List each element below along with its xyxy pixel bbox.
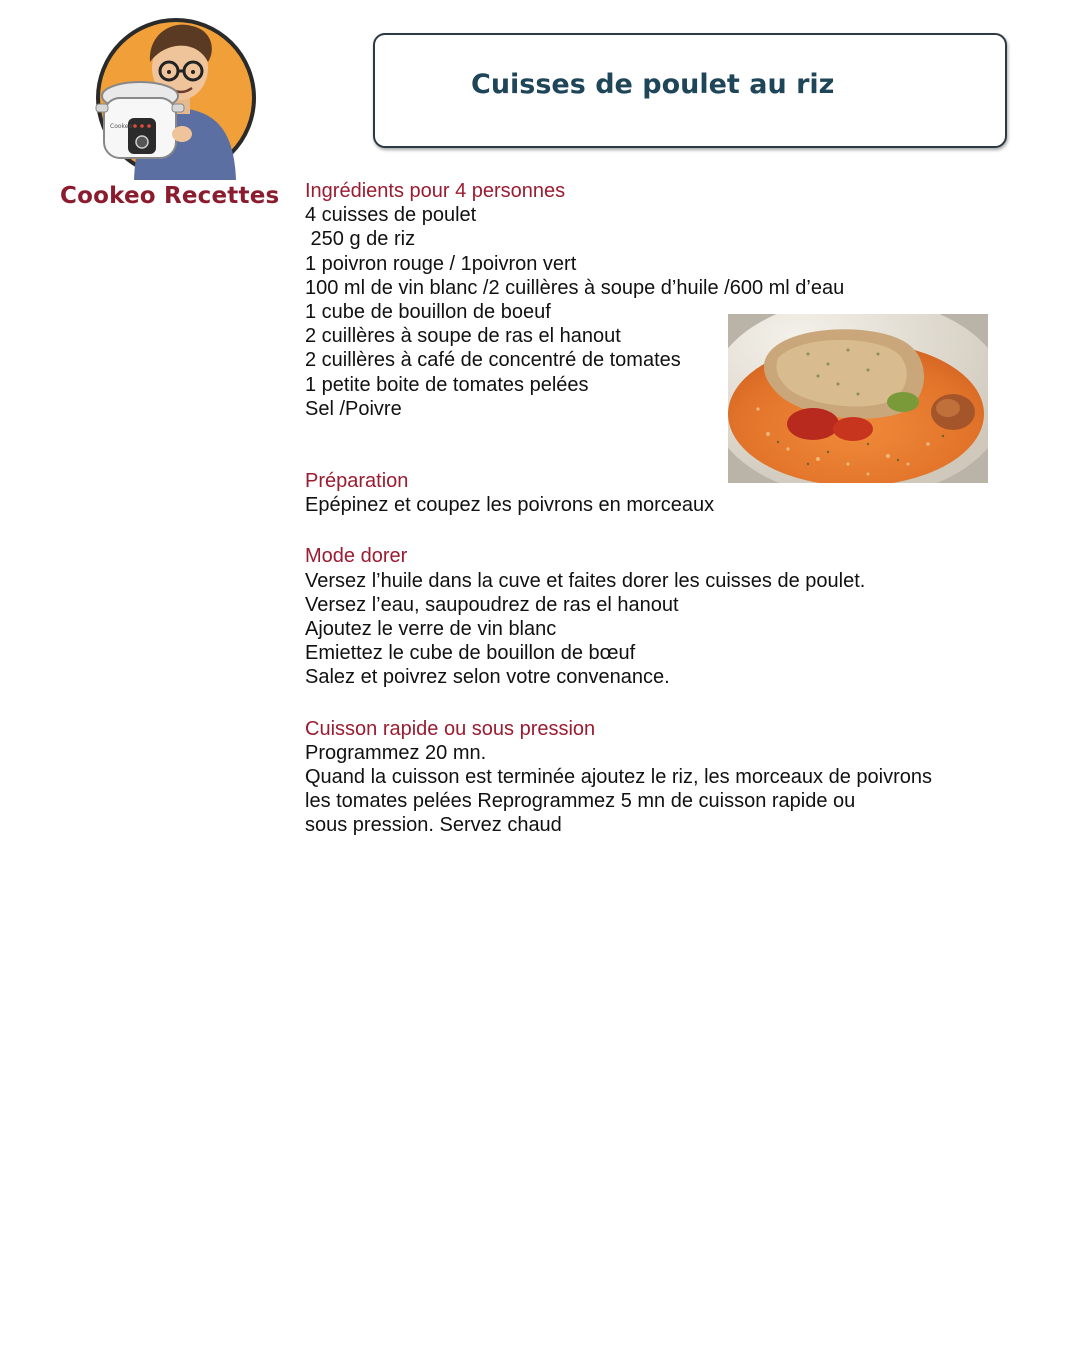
cuisson-line: sous pression. Servez chaud — [305, 814, 562, 837]
mode-dorer-heading: Mode dorer — [305, 545, 408, 568]
mode-dorer-line: Versez l’eau, saupoudrez de ras el hanout — [305, 593, 679, 616]
ingredient-item: 1 petite boite de tomates pelées — [305, 373, 589, 396]
ingredient-item: 2 cuillères à café de concentré de tomates — [305, 349, 681, 372]
ingredient-item: 100 ml de vin blanc /2 cuillères à soupe d’huile /600 ml d’eau — [305, 276, 845, 299]
preparation-heading: Préparation — [305, 470, 409, 493]
cuisson-line: Quand la cuisson est terminée ajoutez le riz, les morceaux de poivrons — [305, 766, 932, 789]
title-box — [373, 33, 1007, 148]
cuisson-line: Programmez 20 mn. — [305, 741, 487, 764]
ingredients-heading: Ingrédients pour 4 personnes — [305, 180, 566, 202]
page-title: Cuisses de poulet au riz — [471, 69, 835, 100]
cuisson-line: les tomates pelées Reprogrammez 5 mn de cuisson rapide ou — [305, 790, 856, 813]
dish-photo — [728, 314, 988, 483]
chef-logo-icon — [94, 16, 258, 180]
mode-dorer-line: Ajoutez le verre de vin blanc — [305, 618, 557, 641]
appliance-label: Cookeo — [110, 123, 133, 130]
mode-dorer-line: Emiettez le cube de bouillon de bœuf — [305, 642, 636, 665]
ingredient-item: 2 cuillères à soupe de ras el hanout — [305, 325, 621, 348]
ingredient-item: Sel /Poivre — [305, 397, 402, 420]
ingredient-item: 1 cube de bouillon de boeuf — [305, 301, 551, 324]
ingredient-item: 4 cuisses de poulet — [305, 204, 477, 227]
ingredient-item: 250 g de riz — [305, 228, 416, 251]
mode-dorer-line: Salez et poivrez selon votre convenance. — [305, 666, 670, 689]
mode-dorer-line: Versez l’huile dans la cuve et faites dorer les cuisses de poulet. — [305, 569, 866, 592]
preparation-line: Epépinez et coupez les poivrons en morceaux — [305, 494, 715, 517]
brand-name: Cookeo Recettes — [60, 183, 280, 209]
ingredient-item: 1 poivron rouge / 1poivron vert — [305, 252, 577, 275]
cuisson-heading: Cuisson rapide ou sous pression — [305, 717, 596, 740]
recipe-content — [305, 179, 1005, 838]
